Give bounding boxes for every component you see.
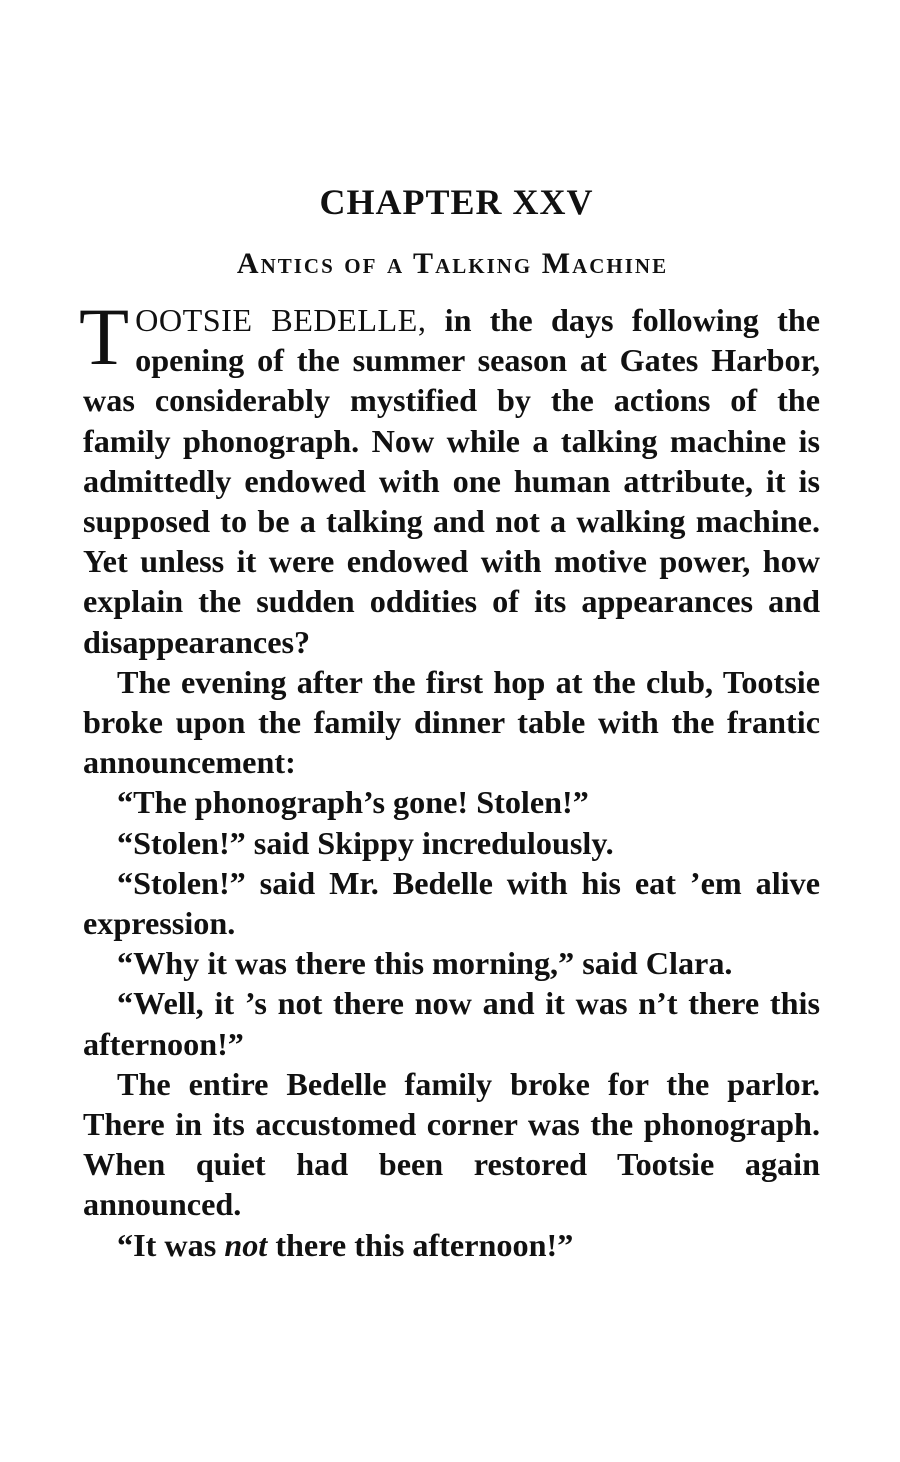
- chapter-body: [79, 291, 821, 1265]
- paragraph-3: “The phonograph’s gone! Stolen!”: [117, 784, 589, 821]
- drop-cap: T: [79, 291, 130, 382]
- paragraph-2: The evening after the first hop at the club, Tootsie broke upon the family dinner table with the frantic announcement:: [83, 663, 820, 781]
- paragraph-1: [79, 291, 821, 662]
- paragraph-7: “Well, it ’s not there now and it was n’t there this afternoon!”: [83, 985, 820, 1062]
- paragraph-1-lead: OOTSIE BEDELLE,: [135, 302, 427, 338]
- chapter-title: CHAPTER XXV: [319, 182, 594, 222]
- paragraph-9-emphasis: not: [224, 1226, 268, 1263]
- chapter-subtitle: Antics of a Talking Machine: [236, 247, 669, 280]
- paragraph-9-end: there this afternoon!”: [267, 1226, 574, 1263]
- paragraph-9-start: “It was: [117, 1226, 225, 1263]
- paragraph-4: “Stolen!” said Skippy incredulously.: [117, 824, 614, 861]
- paragraph-8: The entire Bedelle family broke for the parlor. There in its accustomed corner was the phonograph. When quiet had been restored Tootsie again announced.: [83, 1065, 820, 1223]
- paragraph-5: “Stolen!” said Mr. Bedelle with his eat ’em alive expression.: [83, 864, 820, 942]
- paragraph-1-text: in the days following the opening of the summer season at Gates Harbor, was considerably mystified by the actions of the family phonograph. Now while a talking machine is admittedly endowed with one human attribute, it is supposed to be a talking and not a walking machine. Yet unless it were endowed with motive power, how explain the sudden oddities of its appearances and disappearances?: [83, 302, 821, 660]
- paragraph-6: “Why it was there this morning,” said Clara.: [117, 945, 733, 982]
- book-page: [79, 180, 821, 1265]
- paragraph-9: [83, 1225, 820, 1265]
